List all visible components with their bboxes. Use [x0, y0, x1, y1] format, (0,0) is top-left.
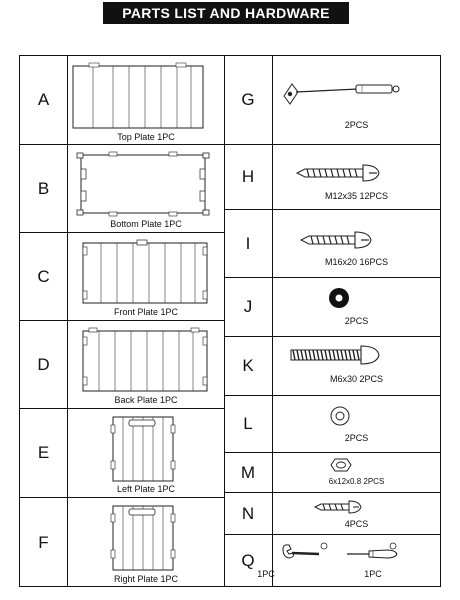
hardware-row-g — [224, 56, 440, 145]
right-plate-drawing — [71, 500, 221, 574]
wrench-caption: 1PC — [257, 569, 275, 579]
screwdriver-icon — [343, 541, 407, 563]
part-caption: Back Plate 1PC — [114, 395, 178, 405]
long-screw-icon — [293, 161, 393, 185]
hardware-caption: 6x12x0.8 2PCS — [328, 477, 385, 486]
hardware-caption: M12x35 12PCS — [324, 191, 389, 201]
part-caption: Bottom Plate 1PC — [110, 219, 182, 229]
hardware-caption: 2PCS — [344, 120, 369, 130]
hardware-letter: I — [224, 210, 273, 277]
hardware-caption: 4PCS — [344, 519, 369, 529]
part-caption: Left Plate 1PC — [116, 484, 176, 494]
hardware-row-m — [224, 453, 440, 493]
screwdriver-caption: 1PC — [364, 569, 382, 579]
gas-strut-icon — [278, 74, 408, 114]
hardware-caption: 2PCS — [344, 433, 369, 443]
hardware-letter: M — [224, 453, 273, 492]
front-plate-drawing — [71, 237, 221, 307]
small-screw-icon — [311, 497, 371, 517]
part-row-f — [20, 498, 224, 587]
part-letter: C — [20, 233, 68, 320]
flat-washer-icon — [328, 404, 352, 428]
back-plate-drawing — [71, 325, 221, 395]
rubber-washer-icon — [327, 286, 351, 310]
hardware-row-n — [224, 493, 440, 535]
part-row-b — [20, 145, 224, 233]
hardware-column — [224, 56, 440, 586]
hardware-caption: M6x30 2PCS — [329, 374, 384, 384]
hardware-letter: N — [224, 493, 273, 534]
wrench-icon — [279, 541, 339, 563]
part-letter: B — [20, 145, 68, 232]
hardware-row-k — [224, 337, 440, 396]
part-letter: E — [20, 409, 68, 497]
hex-nut-icon — [326, 456, 356, 474]
hardware-row-j — [224, 278, 440, 337]
part-row-c — [20, 233, 224, 321]
part-row-a — [20, 56, 224, 145]
left-plate-drawing — [71, 411, 221, 485]
hardware-row-h — [224, 145, 440, 210]
hardware-caption: 2PCS — [344, 316, 369, 326]
page-title: PARTS LIST AND HARDWARE — [103, 2, 349, 24]
short-screw-icon — [297, 228, 397, 252]
part-caption: Right Plate 1PC — [113, 574, 179, 584]
part-letter: D — [20, 321, 68, 408]
part-caption: Front Plate 1PC — [113, 307, 179, 317]
part-letter: A — [20, 56, 68, 144]
hardware-row-q — [224, 535, 440, 587]
hardware-letter: G — [224, 56, 273, 144]
hardware-letter: J — [224, 278, 273, 336]
panels-column — [20, 56, 225, 586]
bottom-plate-drawing — [71, 149, 221, 219]
part-letter: F — [20, 498, 68, 587]
part-caption: Top Plate 1PC — [117, 132, 175, 142]
part-row-e — [20, 409, 224, 498]
top-plate-drawing — [71, 60, 221, 130]
hardware-row-i — [224, 210, 440, 278]
hardware-letter: L — [224, 396, 273, 452]
hardware-caption: M16x20 16PCS — [324, 257, 389, 267]
bolt-icon — [287, 343, 397, 367]
hardware-letter: Q — [224, 535, 273, 587]
part-row-d — [20, 321, 224, 409]
parts-table — [19, 55, 441, 587]
hardware-row-l — [224, 396, 440, 453]
hardware-letter: K — [224, 337, 273, 395]
hardware-letter: H — [224, 145, 273, 209]
